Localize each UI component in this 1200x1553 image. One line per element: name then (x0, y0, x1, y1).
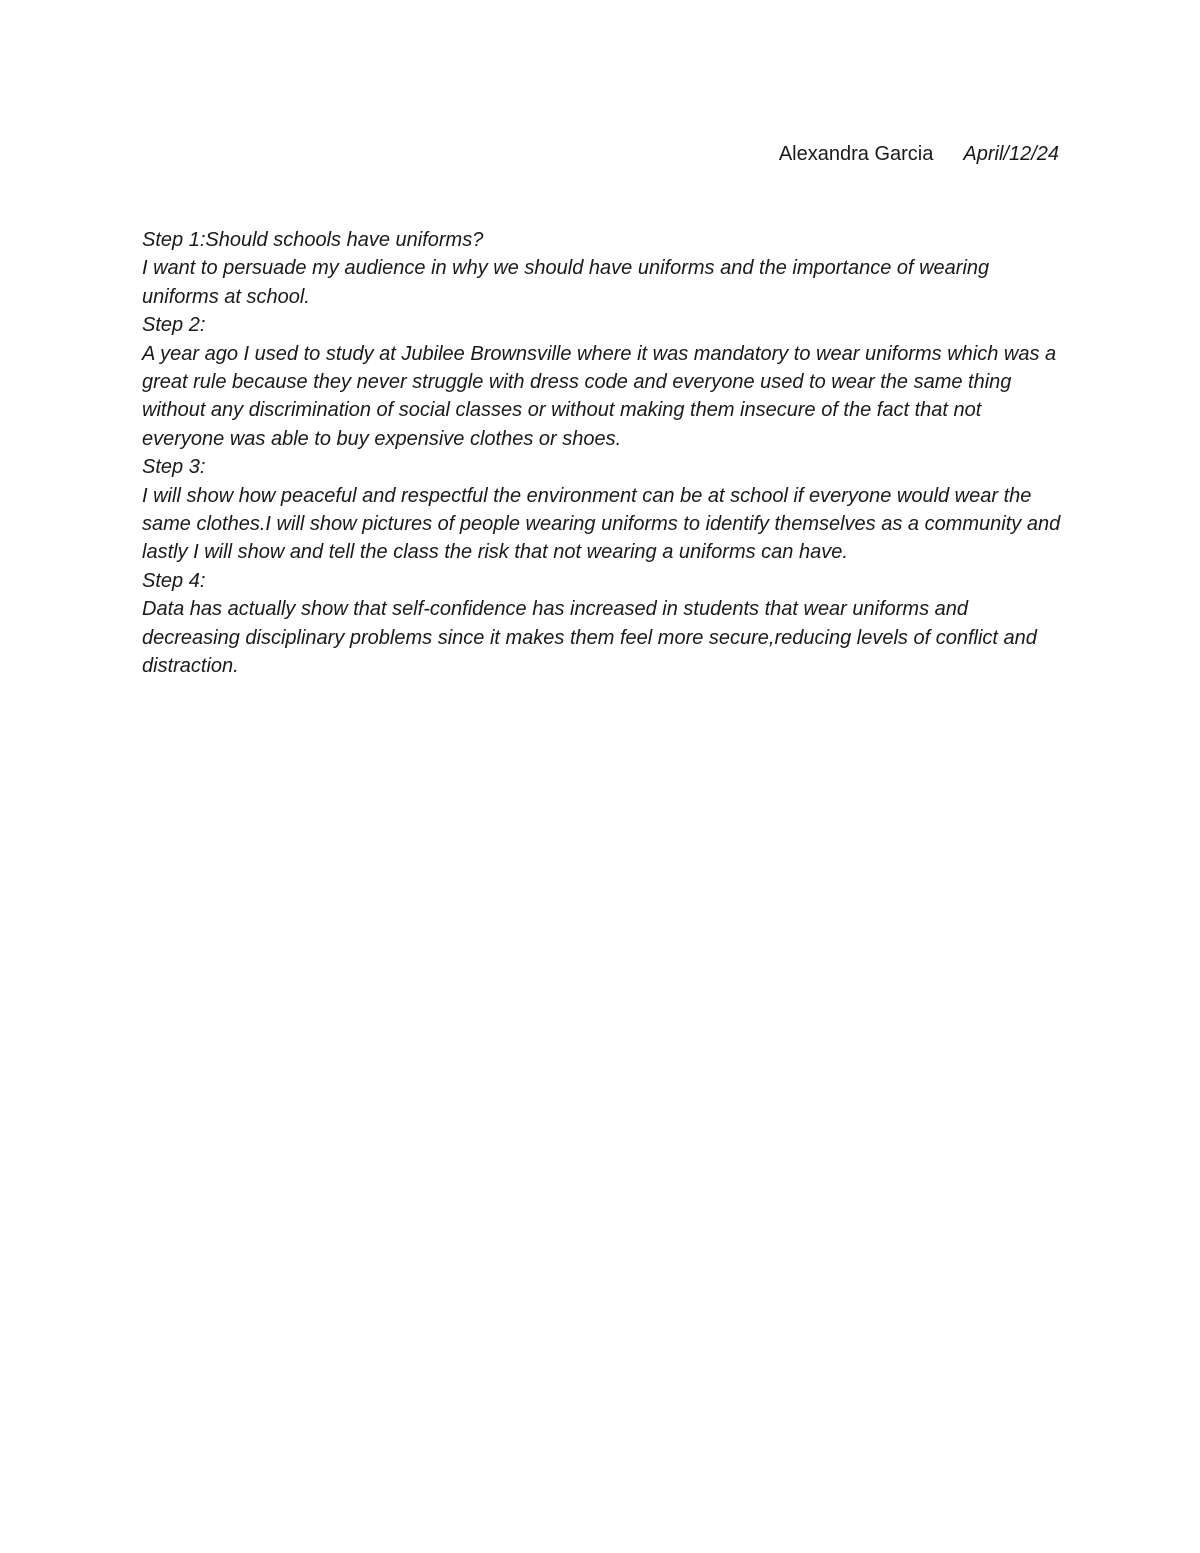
step4-text: Data has actually show that self-confidence has increased in students that wear uniforms and decreasing disciplinary problems since it makes them feel more secure,reducing levels of conflict and distraction. (142, 598, 1037, 678)
document-body (142, 226, 1067, 681)
step3-heading: Step 3: (142, 456, 206, 479)
step3-text: I will show how peaceful and respectful the environment can be at school if everyone would wear the same clothes.I will show pictures of people wearing uniforms to identify themselves as a community and lastly I will show and tell the class the risk that not wearing a uniforms can have. (142, 484, 1061, 564)
step2-text: A year ago I used to study at Jubilee Brownsville where it was mandatory to wear uniforms which was a great rule because they never struggle with dress code and everyone used to wear the same thing without any discrimination of social classes or without making them insecure of the fact that not everyone was able to buy expensive clothes or shoes. (142, 342, 1057, 450)
step4-heading: Step 4: (142, 569, 206, 592)
step2-heading: Step 2: (142, 314, 206, 337)
document-header (779, 140, 1059, 168)
document-date: April/12/24 (963, 143, 1059, 165)
author-name: Alexandra Garcia (778, 143, 934, 165)
step1-heading: Step 1:Should schools have uniforms? (142, 229, 484, 251)
step1-text: I want to persuade my audience in why we should have uniforms and the importance of wearing uniforms at school. (142, 257, 990, 308)
